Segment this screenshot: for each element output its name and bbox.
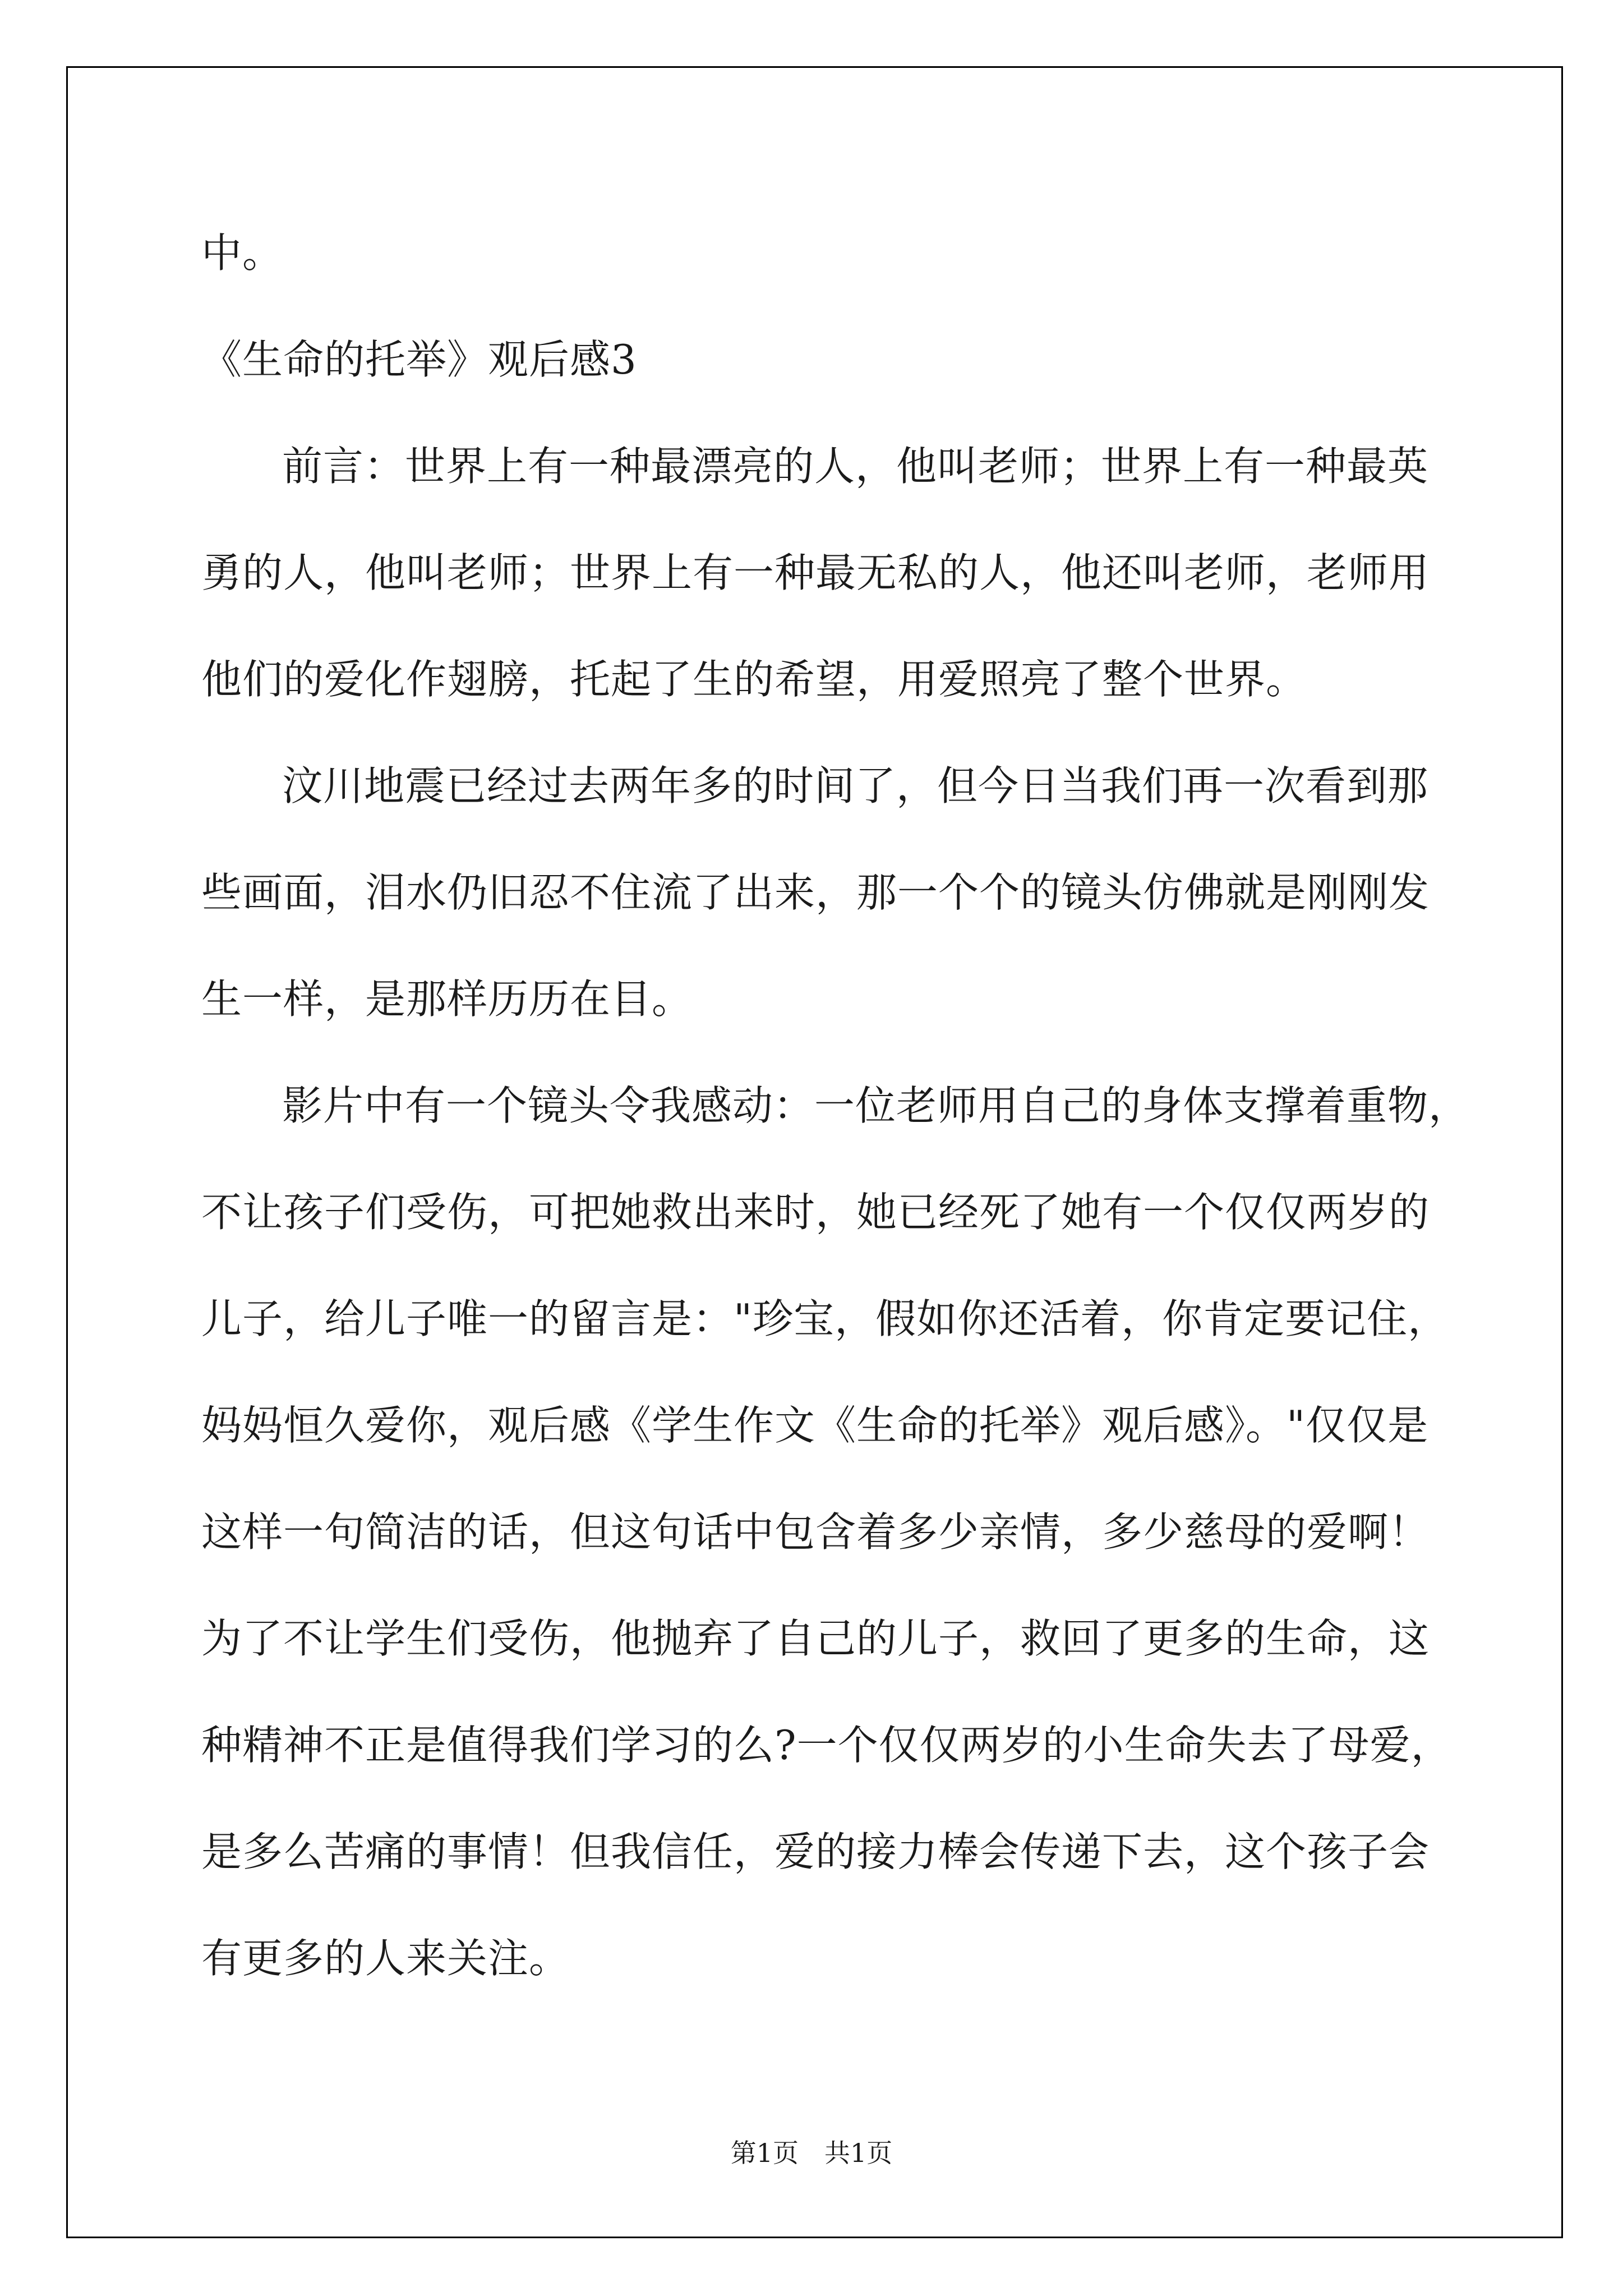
paragraph-line: 这样一句简洁的话，但这句话中包含着多少亲情，多少慈母的爱啊！: [201, 1508, 1430, 1556]
paragraph-line: 汶川地震已经过去两年多的时间了，但今日当我们再一次看到那: [282, 762, 1429, 809]
page-number-footer: 第1页 共1页: [730, 2138, 893, 2168]
document-body: [201, 200, 1536, 2012]
paragraph-line: 种精神不正是值得我们学习的么?一个仅仅两岁的小生命失去了母爱，: [201, 1722, 1452, 1769]
paragraph-line: 他们的爱化作翅膀，托起了生的希望，用爱照亮了整个世界。: [201, 656, 1307, 703]
paragraph-line: 为了不让学生们受伤，他抛弃了自己的儿子，救回了更多的生命，这: [201, 1615, 1430, 1662]
paragraph-line: 勇的人，他叫老师；世界上有一种最无私的人，他还叫老师，老师用: [201, 549, 1430, 596]
paragraph-line: 儿子，给儿子唯一的留言是："珍宝，假如你还活着，你肯定要记住，: [201, 1295, 1449, 1342]
document-title: 《生命的托举》观后感3: [201, 336, 637, 383]
paragraph-line: 有更多的人来关注。: [201, 1935, 570, 1982]
paragraph-preface: [201, 413, 1536, 733]
paragraph-line: 生一样，是那样历历在目。: [201, 976, 693, 1023]
paragraph-line: 妈妈恒久爱你，观后感《学生作文《生命的托举》观后感》。"仅仅是: [201, 1402, 1429, 1449]
paragraph-line: 是多么苦痛的事情！但我信任，爱的接力棒会传递下去，这个孩子会: [201, 1828, 1430, 1875]
paragraph-line: 影片中有一个镜头令我感动：一位老师用自己的身体支撑着重物，: [282, 1082, 1470, 1129]
paragraph-line: 前言：世界上有一种最漂亮的人，他叫老师；世界上有一种最英: [282, 443, 1429, 490]
paragraph-line: 些画面，泪水仍旧忍不住流了出来，那一个个的镜头仿佛就是刚刚发: [201, 869, 1430, 916]
paragraph-film-scene: [201, 1052, 1536, 2012]
continuation-line: 中。: [201, 229, 284, 277]
paragraph-line: 不让孩子们受伤，可把她救出来时，她已经死了她有一个仅仅两岁的: [201, 1189, 1430, 1236]
paragraph-earthquake: [201, 733, 1536, 1052]
